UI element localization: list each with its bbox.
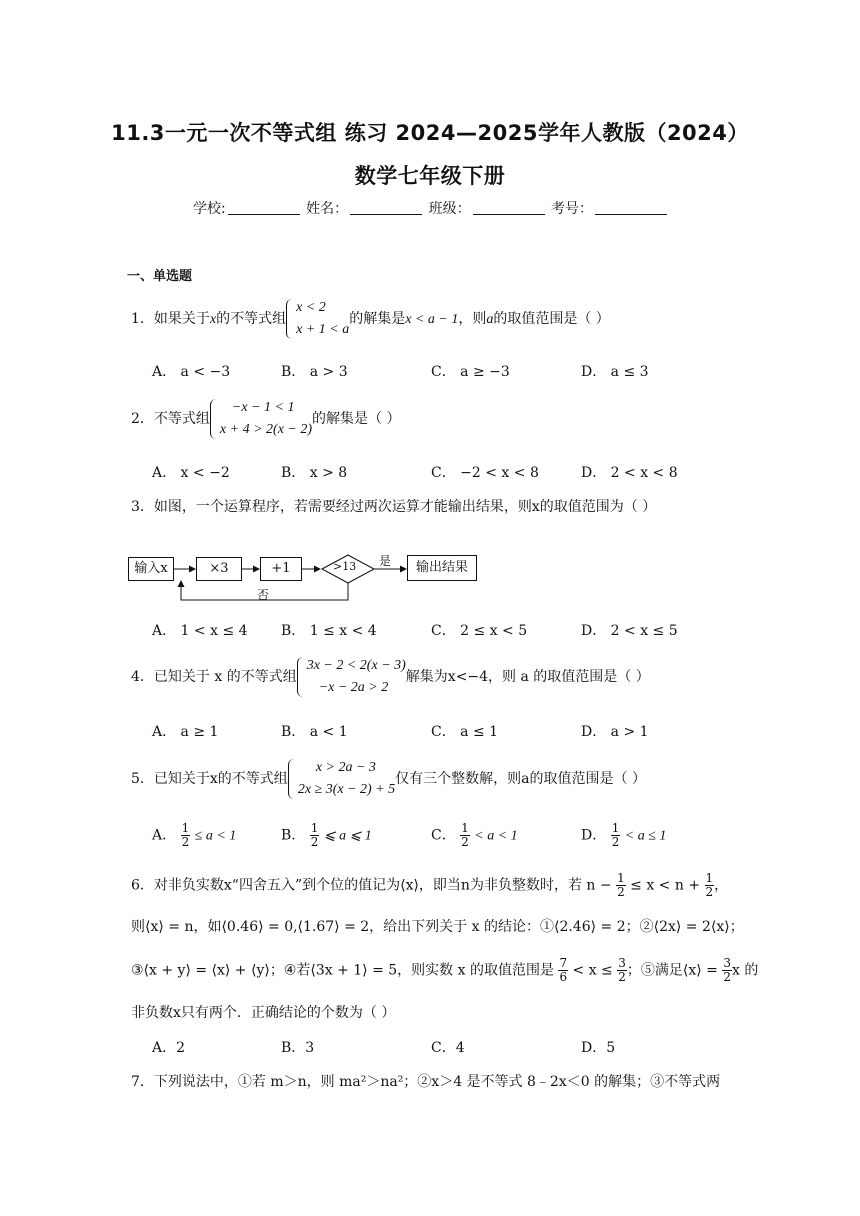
q5-d-rest: < a ≤ 1 [624,828,667,844]
q6-line3a: ③⟨x + y⟩ = ⟨x⟩ + ⟨y⟩；④若⟨3x + 1⟩ = 5，则实数 x 的取值范围是 [131,962,554,979]
q6-frac-3-2-a [617,957,627,984]
q6-f3-num: 3 [723,956,731,970]
q5-b-den: 2 [310,835,319,849]
q5-a-den: 2 [181,835,190,849]
q1-post1: 的解集是 [349,311,406,327]
q6-f2-num: 3 [618,956,626,970]
q1-cond: x < a − 1 [405,312,459,327]
q5-b-label: B． [281,827,306,844]
question-7: 7．下列说法中，①若 m＞n，则 ma²＞na²；②x＞4 是不等式 8﹣2x＜0 的解集；③不等式两 [131,1074,721,1090]
q5-pre: 5．已知关于x的不等式组 [131,771,288,787]
q6-half-2-den: 2 [705,885,714,899]
class-blank[interactable] [473,200,545,215]
q1-option-d[interactable]: D． a ≤ 3 [581,364,649,380]
question-6-line-4: 非负数x只有两个．正确结论的个数为（ ） [131,1005,396,1021]
q5-d-label: D． [581,827,607,844]
q6-half-1-num: 1 [617,871,625,885]
q4-option-c[interactable]: C． a ≤ 1 [431,724,499,740]
q4-option-b[interactable]: B． a < 1 [281,724,348,740]
q6-line1a: 6．对非负实数x“四舍五入”到个位的值记为⟨x⟩，即当n为非负整数时，若 n − [131,877,612,894]
q6-f3-den: 2 [723,970,731,984]
q6-line1c: ， [714,877,729,894]
q5-a-num: 1 [181,821,190,835]
q6-option-d[interactable]: D．5 [581,1040,616,1056]
q5-b-rest: ⩽ a ⩽ 1 [323,828,372,844]
student-info-line [0,198,860,218]
q1-avar: a [486,312,494,327]
q3-option-a[interactable]: A． 1 < x ≤ 4 [152,623,248,639]
q5-a-frac [181,822,191,849]
q1-system [286,297,349,341]
exam-label: 考号： [551,201,594,217]
q5-a-rest: ≤ a < 1 [194,828,237,844]
q5-option-c[interactable] [431,822,518,849]
flow-no-label: 否 [257,588,270,602]
question-2 [131,397,400,441]
q4-system [297,655,406,699]
q5-b-frac [310,822,320,849]
exam-blank[interactable] [595,200,667,215]
q5-c-num: 1 [461,821,469,835]
q4-sys2: −x − 2a > 2 [318,680,389,695]
q6-half-1-den: 2 [617,885,625,899]
q4-post: 解集为x<−4，则 a 的取值范围是（ ） [405,669,650,685]
q5-option-b[interactable] [281,822,372,849]
q6-line3d: x 的 [731,962,759,979]
q2-pre: 2．不等式组 [131,411,210,427]
q6-half-1 [616,872,626,899]
q1-pre: 1．如果关于 [131,311,210,327]
q6-f1-den: 6 [559,970,568,984]
question-3: 3．如图，一个运算程序，若需要经过两次运算才能输出结果，则x的取值范围为（ ） [131,499,657,515]
flow-cond-label: >13 [333,560,357,573]
flow-plus-box: +1 [260,557,302,581]
q6-line1b: ≤ x < n + [630,877,701,894]
q2-post: 的解集是（ ） [312,411,401,427]
q2-option-c[interactable]: C． −2 < x < 8 [431,465,539,481]
q4-sys1: 3x − 2 < 2(x − 3) [306,658,406,673]
section-title: 一、单选题 [127,269,193,284]
q5-c-rest: < a < 1 [474,828,518,844]
q3-option-b[interactable]: B． 1 ≤ x < 4 [281,623,377,639]
q3-flowchart [128,550,488,610]
q5-c-den: 2 [461,835,469,849]
q5-sys1: x > 2a − 3 [315,760,376,775]
q5-option-d[interactable] [581,822,666,849]
q6-half-2-num: 1 [705,871,714,885]
q5-d-frac [611,822,621,849]
flow-times-box: ×3 [196,557,242,581]
q1-var: x [209,312,217,327]
q2-option-b[interactable]: B． x > 8 [281,465,348,481]
q5-c-frac [460,822,470,849]
class-label: 班级： [428,201,471,217]
q6-option-b[interactable]: B．3 [281,1040,315,1056]
q2-system [210,397,312,441]
q2-sys2: x + 4 > 2(x − 2) [219,422,313,437]
name-blank[interactable] [350,200,422,215]
question-6-line-2: 则⟨x⟩ = n，如⟨0.46⟩ = 0,⟨1.67⟩ = 2，给出下列关于 x 的结论：①⟨2.46⟩ = 2；②⟨2x⟩ = 2⟨x⟩； [131,919,744,935]
q6-frac-7-6 [558,957,568,984]
q1-sys2: x + 1 < a [296,322,350,337]
q3-option-d[interactable]: D． 2 < x ≤ 5 [581,623,678,639]
question-1 [131,297,610,341]
q6-f2-den: 2 [618,970,626,984]
q4-option-a[interactable]: A． a ≥ 1 [152,724,219,740]
q5-c-label: C． [431,827,456,844]
q5-sys2: 2x ≥ 3(x − 2) + 5 [297,782,396,797]
q5-system [288,757,395,801]
question-6-line-1 [131,872,728,899]
q1-mid: 的不等式组 [216,311,287,327]
q2-option-a[interactable]: A． x < −2 [152,465,230,481]
q5-b-num: 1 [310,821,319,835]
q5-a-label: A． [152,827,177,844]
q1-option-c[interactable]: C． a ≥ −3 [431,364,510,380]
q6-frac-3-2-b [722,957,732,984]
q3-option-c[interactable]: C． 2 ≤ x < 5 [431,623,528,639]
q4-pre: 4．已知关于 x 的不等式组 [131,669,297,685]
q5-d-num: 1 [611,821,620,835]
question-6-line-3 [131,957,758,984]
school-label: 学校: [192,201,226,217]
q2-option-d[interactable]: D． 2 < x < 8 [581,465,678,481]
q6-option-a[interactable]: A．2 [152,1040,186,1056]
flow-output-box: 输出结果 [407,555,477,581]
q5-post: 仅有三个整数解，则a的取值范围是（ ） [395,771,646,787]
q1-post2: ，则 [458,311,487,327]
q4-option-d[interactable]: D． a > 1 [581,724,649,740]
q6-f1-num: 7 [559,956,568,970]
question-5 [131,757,646,801]
q5-d-den: 2 [611,835,620,849]
q1-post3: 的取值范围是（ ） [493,311,610,327]
q6-half-2 [705,872,715,899]
q1-option-a[interactable]: A． a < −3 [152,364,231,380]
school-blank[interactable] [228,200,300,215]
q1-option-b[interactable]: B． a > 3 [281,364,348,380]
q2-sys1: −x − 1 < 1 [231,400,295,415]
q6-option-c[interactable]: C．4 [431,1040,465,1056]
q6-line3c: ；⑤满足⟨x⟩ = [626,962,718,979]
q1-sys1: x < 2 [296,300,326,315]
q5-option-a[interactable] [152,822,236,849]
question-4 [131,655,650,699]
q6-line3b: < x ≤ [572,962,613,979]
page-subtitle: 数学七年级下册 [354,164,506,188]
page-title: 11.3一元一次不等式组 练习 2024—2025学年人教版（2024） [111,121,749,145]
flow-yes-label: 是 [379,554,392,568]
flow-arrows [128,550,488,610]
flow-input-box: 输入x [128,557,174,581]
name-label: 姓名： [306,201,349,217]
